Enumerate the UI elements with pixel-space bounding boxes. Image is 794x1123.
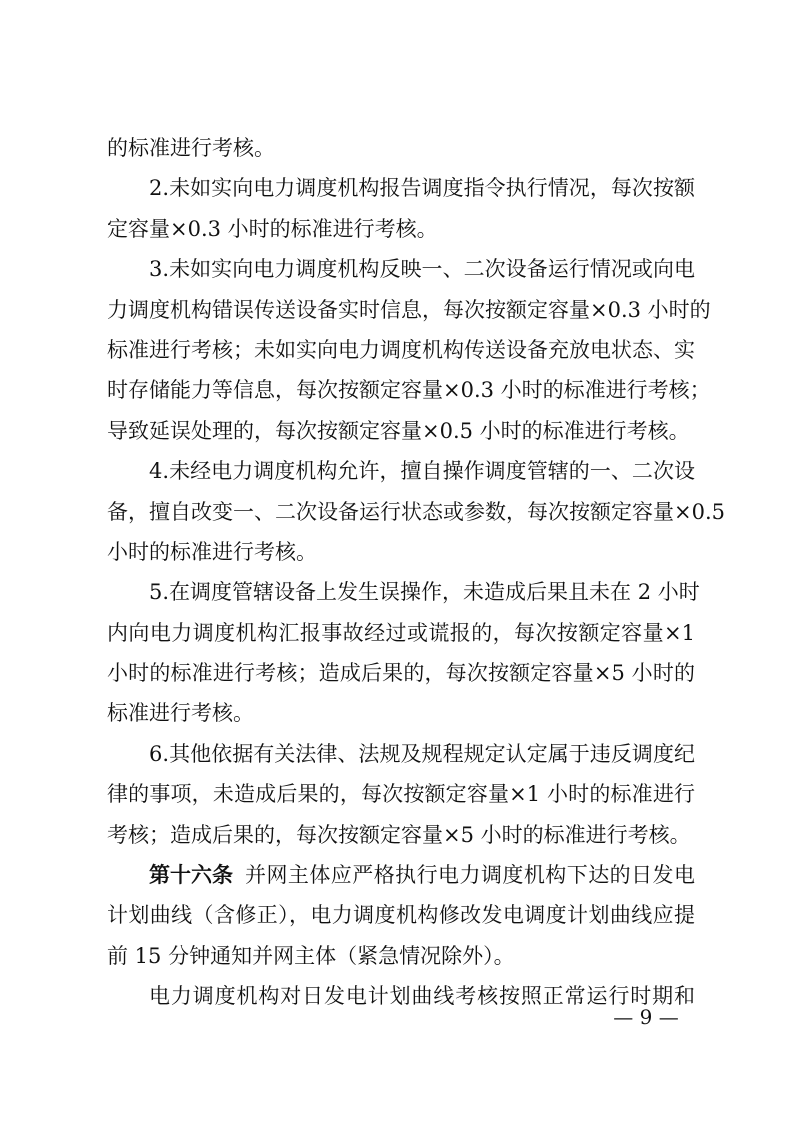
line-text: 导致延误处理的，每次按额定容量×0.5 小时的标准进行考核。 (107, 418, 690, 443)
text-line (107, 774, 695, 814)
line-text: 力调度机构错误传送设备实时信息，每次按额定容量×0.3 小时的 (107, 297, 711, 322)
text-line (107, 613, 695, 653)
document-body (107, 128, 725, 1017)
text-line (107, 128, 695, 168)
text-line (107, 895, 695, 935)
line-text: 标准进行考核。 (107, 701, 254, 726)
line-text: 4.未经电力调度机构允许，擅自操作调度管辖的一、二次设 (149, 459, 695, 484)
text-line (107, 290, 711, 330)
line-text: 6.其他依据有关法律、法规及规程规定认定属于违反调度纪 (149, 741, 695, 766)
text-line (107, 936, 695, 976)
line-text: 备，擅自改变一、二次设备运行状态或参数，每次按额定容量×0.5 (107, 499, 725, 524)
line-text: 标准进行考核；未如实向电力调度机构传送设备充放电状态、实 (107, 337, 695, 362)
text-line (107, 693, 695, 733)
page-number: — 9 — (613, 1005, 679, 1029)
text-line (107, 653, 695, 693)
article-heading: 第十六条 (149, 862, 233, 888)
line-text: 时存储能力等信息，每次按额定容量×0.3 小时的标准进行考核； (107, 378, 711, 403)
line-text: 电力调度机构对日发电计划曲线考核按照正常运行时期和 (149, 984, 695, 1009)
line-text: 小时的标准进行考核。 (107, 539, 317, 564)
text-line (107, 532, 695, 572)
text-line (107, 209, 695, 249)
text-line (107, 330, 695, 370)
text-line (107, 249, 695, 289)
text-line (107, 572, 700, 612)
line-text: 定容量×0.3 小时的标准进行考核。 (107, 216, 438, 241)
line-text: 3.未如实向电力调度机构反映一、二次设备运行情况或向电 (149, 257, 695, 282)
line-text: 计划曲线（含修正），电力调度机构修改发电调度计划曲线应提 (107, 903, 695, 928)
line-text: 考核；造成后果的，每次按额定容量×5 小时的标准进行考核。 (107, 822, 691, 847)
line-text: 小时的标准进行考核；造成后果的，每次按额定容量×5 小时的 (107, 661, 695, 686)
text-line (107, 451, 695, 491)
text-line (107, 734, 695, 774)
text-line (107, 815, 695, 855)
line-text: 2.未如实向电力调度机构报告调度指令执行情况，每次按额 (149, 176, 695, 201)
line-text: 内向电力调度机构汇报事故经过或谎报的，每次按额定容量×1 (107, 620, 695, 645)
line-text: 律的事项，未造成后果的，每次按额定容量×1 小时的标准进行 (107, 782, 695, 807)
line-text: 5.在调度管辖设备上发生误操作，未造成后果且未在 2 小时 (149, 580, 700, 605)
text-line (107, 411, 695, 451)
line-text: 的标准进行考核。 (107, 136, 275, 160)
text-line (107, 492, 725, 532)
text-line (107, 370, 711, 410)
line-text: 前 15 分钟通知并网主体（紧急情况除外）。 (107, 943, 515, 968)
line-text: 并网主体应严格执行电力调度机构下达的日发电 (245, 863, 695, 888)
text-line (107, 168, 695, 208)
text-line (107, 855, 695, 895)
